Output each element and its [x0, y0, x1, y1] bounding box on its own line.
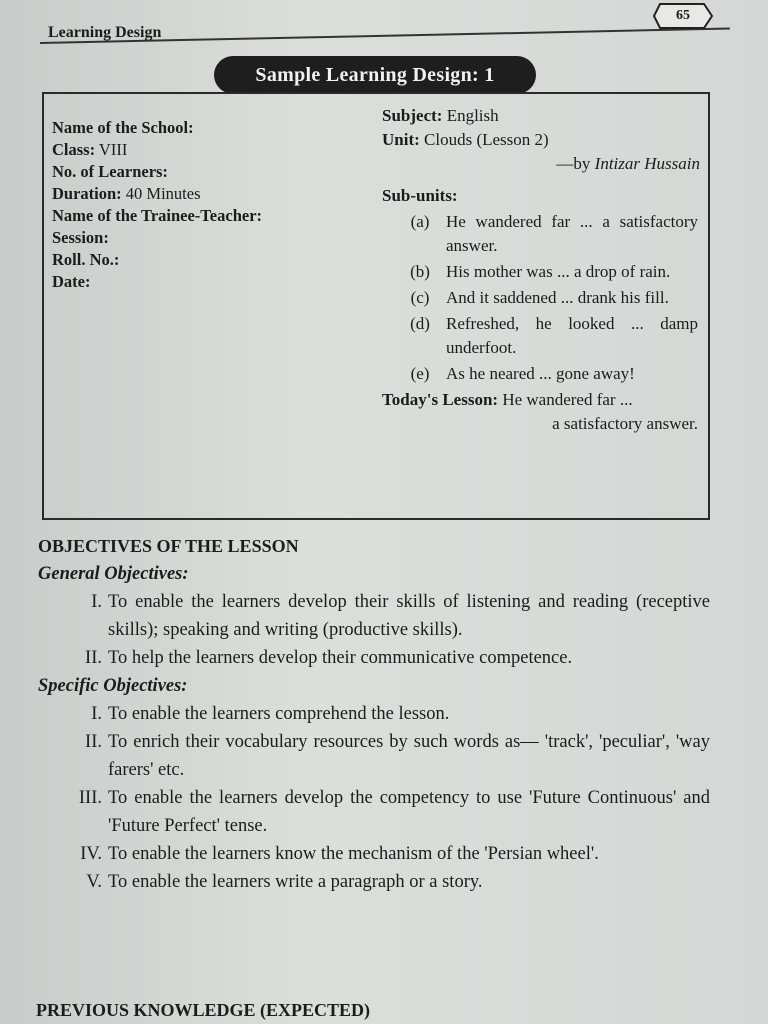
- running-head: Learning Design: [48, 24, 162, 41]
- lesson-info-left: [52, 117, 372, 293]
- info-learners: No. of Learners:: [52, 162, 168, 181]
- lesson-info-right: [382, 104, 704, 436]
- subunit-item: (a) He wandered far ... a satisfactory answer.: [410, 212, 698, 255]
- todays-lesson: Today's Lesson: He wandered far ... a satisfactory answer.: [382, 390, 698, 433]
- general-objectives-heading: General Objectives:: [38, 564, 189, 584]
- info-trainee-teacher: Name of the Trainee-Teacher:: [52, 206, 263, 225]
- list-item: V. To enable the learners write a paragraph or a story.: [86, 872, 483, 892]
- info-session: Session:: [52, 228, 109, 247]
- info-subject: Subject: English: [382, 106, 499, 125]
- info-school: Name of the School:: [52, 118, 194, 137]
- page-number-tab: [652, 2, 714, 30]
- list-item: II. To help the learners develop their communicative competence.: [85, 648, 573, 668]
- info-unit: Unit: Clouds (Lesson 2): [382, 130, 549, 149]
- subunits-heading: Sub-units:: [382, 186, 458, 205]
- info-roll-no: Roll. No.:: [52, 250, 120, 269]
- info-byline: —by Intizar Hussain: [556, 154, 700, 173]
- list-item: I. To enable the learners comprehend the lesson.: [91, 704, 450, 724]
- objectives-heading: OBJECTIVES OF THE LESSON: [38, 536, 299, 556]
- subunit-item: (b) His mother was ... a drop of rain.: [410, 262, 671, 281]
- info-date: Date:: [52, 272, 91, 291]
- subunit-item: (e) As he neared ... gone away!: [410, 364, 635, 383]
- specific-objectives-list: [38, 700, 710, 896]
- general-objectives-list: [38, 588, 710, 672]
- subunits-list: [382, 210, 704, 386]
- info-class: Class: VIII: [52, 140, 128, 159]
- list-item: IV. To enable the learners know the mechanism of the 'Persian wheel'.: [80, 844, 599, 864]
- list-item: III. To enable the learners develop the competency to use 'Future Continuous' and 'Future Perfect' tense.: [78, 788, 710, 836]
- info-duration: Duration: 40 Minutes: [52, 184, 201, 203]
- previous-knowledge-heading: PREVIOUS KNOWLEDGE (EXPECTED): [36, 1000, 371, 1020]
- subunit-item: (d) Refreshed, he looked ... damp underfoot.: [410, 314, 698, 357]
- page-number: 65: [676, 8, 690, 23]
- subunit-item: (c) And it saddened ... drank his fill.: [410, 288, 669, 307]
- list-item: I. To enable the learners develop their skills of listening and reading (receptive skills); speaking and writing (productive skills).: [91, 592, 710, 640]
- list-item: II. To enrich their vocabulary resources by such words as— 'track', 'peculiar', 'way farers' etc.: [85, 732, 710, 780]
- objectives-section: [38, 532, 710, 896]
- specific-objectives-heading: Specific Objectives:: [38, 676, 188, 696]
- page-title: Sample Learning Design: 1: [214, 56, 536, 94]
